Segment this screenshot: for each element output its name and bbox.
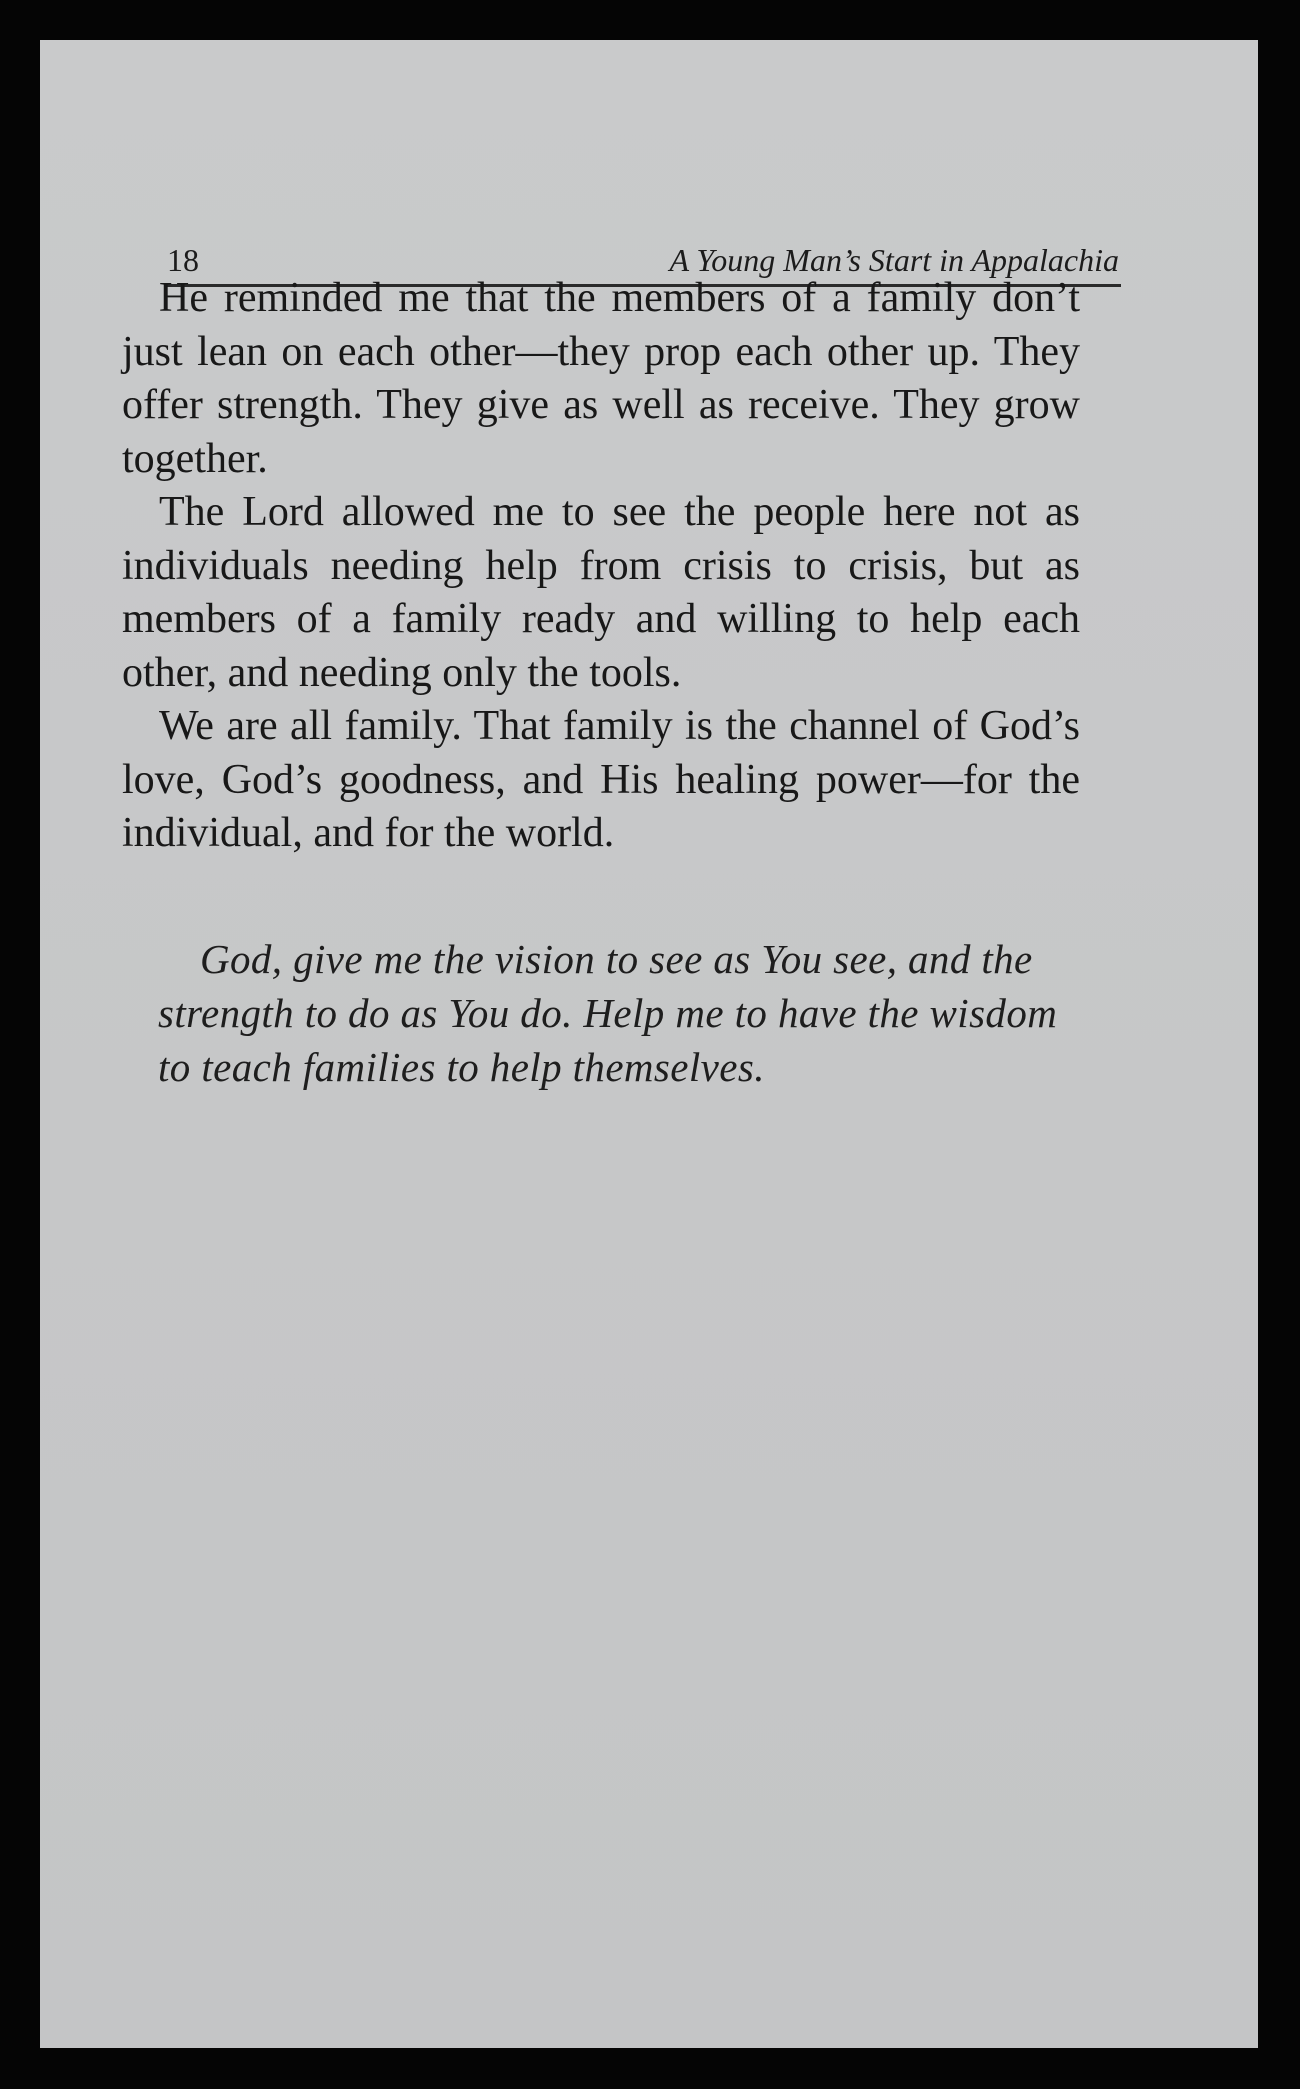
running-title: A Young Man’s Start in Appalachia	[669, 242, 1119, 278]
paragraph: The Lord allowed me to see the people here not as individuals needing help from crisis to crisis, but as members of a family ready and willing to help each other, and needing only the tools.	[122, 489, 1080, 696]
paragraph: He reminded me that the members of a family don’t just lean on each other—they prop each other up. They offer strength. They give as well as receive. They grow together.	[122, 275, 1080, 482]
prayer-text: God, give me the vision to see as You see, and the strength to do as You do. Help me to have the wisdom to teach families to help themselves.	[158, 936, 1058, 1090]
prayer-block	[158, 932, 1078, 1094]
paragraph: We are all family. That family is the channel of God’s love, God’s goodness, and His healing power—for the individual, and for the world.	[122, 703, 1080, 856]
body-text	[122, 272, 1080, 861]
page-number: 18	[167, 242, 199, 278]
